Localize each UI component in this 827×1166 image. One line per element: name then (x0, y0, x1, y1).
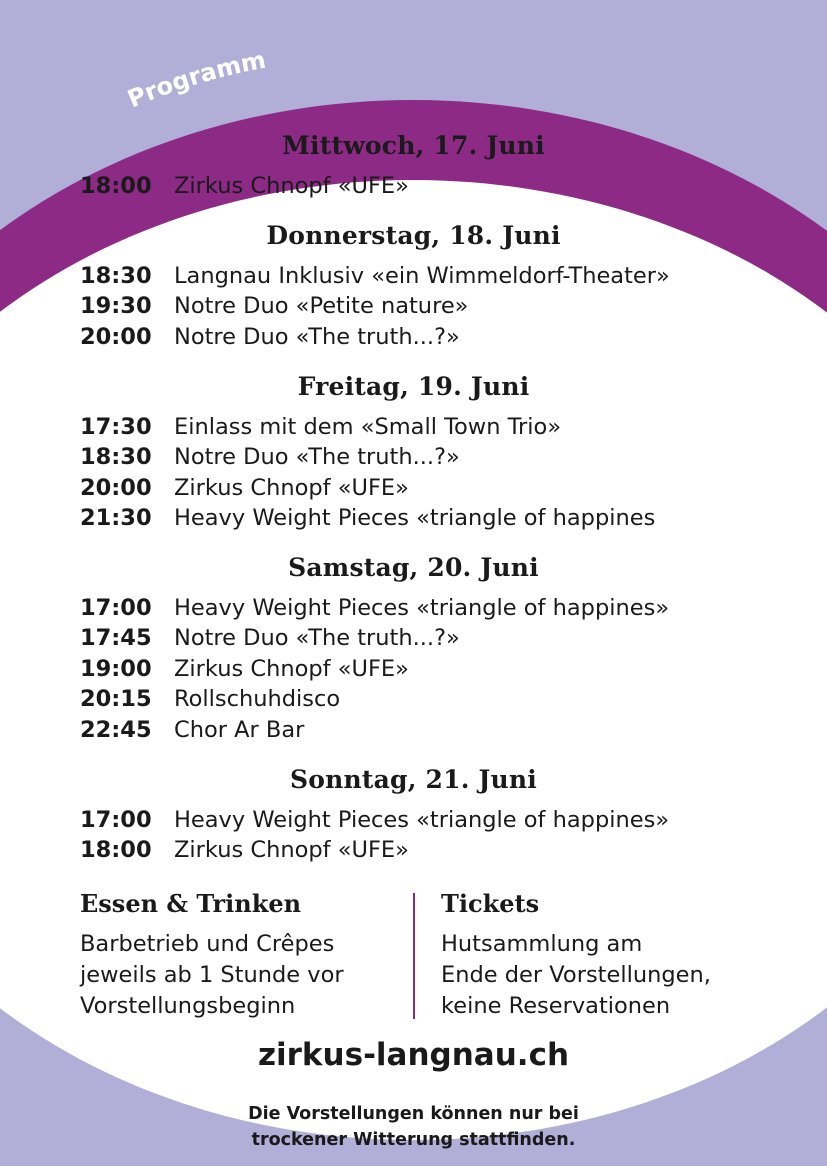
event-time: 18:00 (80, 837, 152, 864)
event-row (80, 503, 655, 533)
event-name: Notre Duo «The truth...?» (174, 323, 460, 350)
event-row (80, 805, 669, 835)
event-time: 20:00 (80, 323, 152, 350)
event-row (80, 715, 304, 745)
event-name: Einlass mit dem «Small Town Trio» (174, 414, 562, 440)
event-time: 17:00 (80, 595, 152, 621)
column-divider (413, 893, 415, 1019)
food-text (80, 929, 344, 1022)
event-name: Langnau Inklusiv «ein Wimmeldorf-Theater» (174, 263, 670, 289)
food-line: Vorstellungsbeginn (80, 993, 296, 1019)
day-heading: Donnerstag, 18. Juni (266, 221, 561, 250)
event-time: 18:00 (80, 173, 152, 199)
event-name: Notre Duo «Petite nature» (174, 293, 469, 320)
event-name: Notre Duo «The truth...?» (174, 625, 460, 652)
food-line: Barbetrieb und Crêpes (80, 931, 335, 957)
event-time: 18:30 (80, 444, 152, 471)
tickets-title: Tickets (441, 889, 540, 918)
event-name: Zirkus Chnopf «UFE» (174, 173, 409, 199)
weather-note-line: trockener Witterung stattfinden. (251, 1130, 576, 1150)
event-row (80, 654, 409, 684)
event-row (80, 171, 409, 201)
tickets-line: Ende der Vorstellungen, (441, 962, 711, 988)
banner-label: Programm (123, 45, 269, 114)
event-name: Heavy Weight Pieces «triangle of happines» (174, 807, 670, 833)
event-name: Rollschuhdisco (174, 686, 341, 713)
weather-note-line: Die Vorstellungen können nur bei (248, 1104, 579, 1124)
day-heading: Samstag, 20. Juni (288, 553, 539, 582)
food-title: Essen & Trinken (80, 889, 302, 918)
event-time: 17:30 (80, 414, 152, 440)
event-row (80, 684, 340, 714)
event-row (80, 623, 460, 653)
event-row (80, 835, 409, 865)
food-line: jeweils ab 1 Stunde vor (80, 962, 344, 988)
event-time: 19:30 (80, 293, 152, 320)
event-row (80, 322, 460, 352)
event-time: 21:30 (80, 505, 152, 532)
event-row (80, 473, 409, 503)
event-name: Zirkus Chnopf «UFE» (174, 474, 409, 501)
day-heading: Mittwoch, 17. Juni (282, 131, 545, 160)
event-row (80, 261, 670, 291)
event-time: 22:45 (80, 716, 152, 743)
event-name: Zirkus Chnopf «UFE» (174, 837, 409, 864)
event-row (80, 412, 561, 442)
event-time: 19:00 (80, 655, 152, 682)
event-row (80, 291, 468, 321)
event-time: 17:00 (80, 807, 152, 833)
event-name: Notre Duo «The truth...?» (174, 444, 460, 471)
event-time: 20:00 (80, 474, 152, 501)
tickets-line: Hutsammlung am (441, 931, 643, 957)
event-name: Chor Ar Bar (174, 716, 305, 743)
event-name: Zirkus Chnopf «UFE» (174, 655, 409, 682)
event-name: Heavy Weight Pieces «triangle of happines (174, 505, 656, 532)
day-heading: Freitag, 19. Juni (297, 372, 530, 401)
tickets-text (441, 929, 711, 1022)
tickets-line: keine Reservationen (441, 993, 671, 1019)
event-row (80, 442, 460, 472)
event-time: 17:45 (80, 625, 152, 652)
event-name: Heavy Weight Pieces «triangle of happines» (174, 595, 670, 621)
website-link[interactable]: zirkus-langnau.ch (257, 1037, 570, 1073)
event-row (80, 593, 669, 623)
event-time: 18:30 (80, 263, 152, 289)
weather-note (0, 1101, 827, 1153)
day-heading: Sonntag, 21. Juni (290, 765, 537, 794)
event-time: 20:15 (80, 686, 152, 713)
